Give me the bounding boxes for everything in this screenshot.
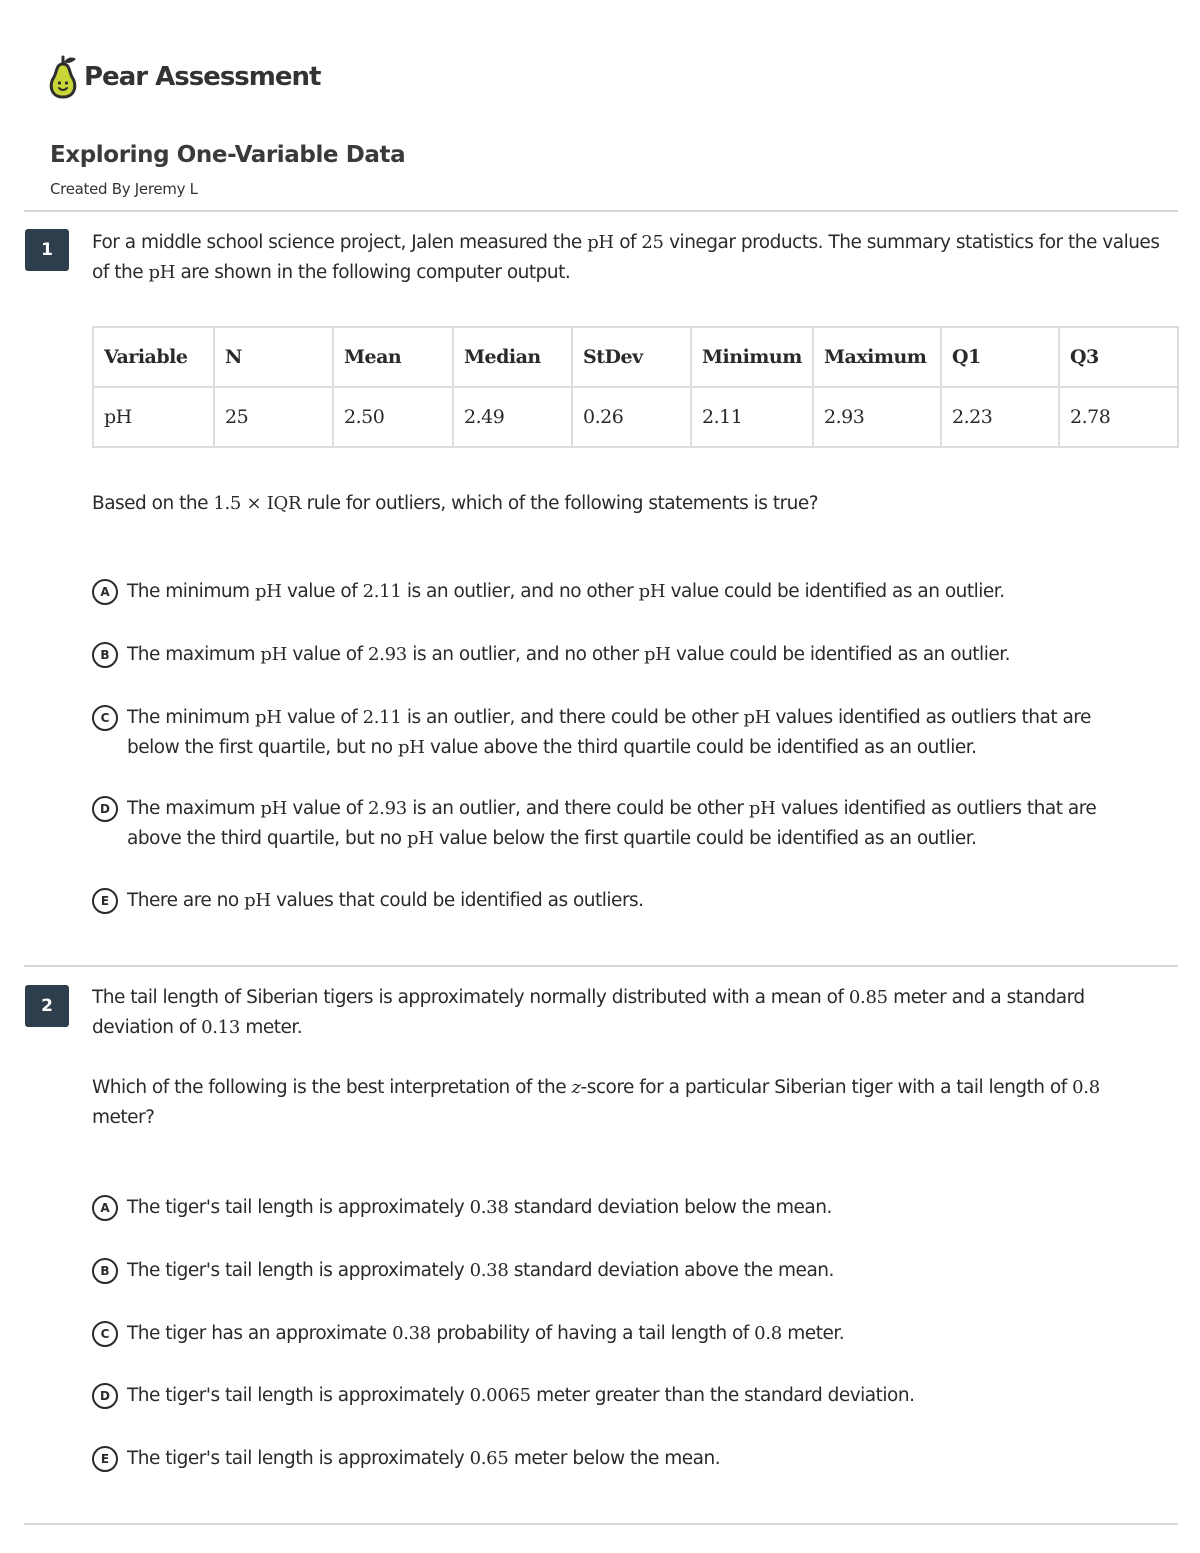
math-expression: pH bbox=[148, 262, 176, 283]
table-header-cell: N bbox=[214, 327, 333, 387]
choice-text bbox=[127, 577, 1127, 607]
text-run: The minimum bbox=[127, 581, 255, 602]
answer-choice-b[interactable] bbox=[92, 640, 1172, 670]
answer-choice-b[interactable] bbox=[92, 1256, 1172, 1286]
math-expression: 2.11 bbox=[362, 707, 402, 728]
pear-logo-icon bbox=[46, 54, 80, 100]
text-run: The maximum bbox=[127, 798, 261, 819]
math-expression: 0.65 bbox=[469, 1448, 509, 1469]
math-expression: pH bbox=[397, 737, 425, 758]
table-cell: 2.11 bbox=[691, 387, 813, 447]
text-run: The minimum bbox=[127, 707, 255, 728]
math-expression: 25 bbox=[641, 232, 664, 253]
text-run: are shown in the following computer output. bbox=[175, 262, 571, 283]
table-header-cell: Minimum bbox=[691, 327, 813, 387]
text-run: value could be identified as an outlier. bbox=[665, 581, 1005, 602]
text-run: meter below the mean. bbox=[508, 1448, 721, 1469]
math-expression: pH bbox=[748, 798, 776, 819]
choice-letter-badge: D bbox=[92, 1383, 118, 1409]
text-run: value of bbox=[287, 644, 369, 665]
brand-logo bbox=[46, 54, 320, 100]
math-expression: pH bbox=[260, 798, 288, 819]
divider bbox=[24, 1523, 1178, 1525]
text-run: The tiger has an approximate bbox=[127, 1323, 393, 1344]
text-run: values that could be identified as outliers. bbox=[270, 890, 644, 911]
text-run: There are no bbox=[127, 890, 245, 911]
table-header-cell: Maximum bbox=[813, 327, 941, 387]
text-run: vinegar products. The summary statistics for the values of the bbox=[92, 232, 1160, 283]
table-cell: 2.23 bbox=[941, 387, 1059, 447]
math-expression: 0.85 bbox=[848, 987, 888, 1008]
math-expression: 0.13 bbox=[201, 1017, 240, 1038]
choice-text bbox=[127, 1193, 1127, 1223]
math-expression: 2.93 bbox=[368, 798, 407, 819]
text-run: meter? bbox=[92, 1107, 155, 1128]
choice-text bbox=[127, 640, 1127, 670]
answer-choice-c[interactable] bbox=[92, 703, 1172, 763]
table-header-cell: Mean bbox=[333, 327, 453, 387]
choice-letter-badge: A bbox=[92, 1195, 118, 1221]
choice-text bbox=[127, 1319, 1127, 1349]
table-cell: 2.78 bbox=[1059, 387, 1178, 447]
text-run: is an outlier, and there could be other bbox=[406, 798, 749, 819]
question-stem bbox=[92, 983, 1167, 1043]
table-cell: 2.49 bbox=[453, 387, 572, 447]
choice-letter-badge: E bbox=[92, 888, 118, 914]
choice-text bbox=[127, 886, 1127, 916]
text-run: rule for outliers, which of the following statements is true? bbox=[301, 493, 819, 514]
text-run: standard deviation above the mean. bbox=[508, 1260, 834, 1281]
math-expression: 0.8 bbox=[1072, 1077, 1100, 1098]
table-header-cell: StDev bbox=[572, 327, 691, 387]
math-expression: pH bbox=[254, 707, 282, 728]
math-expression: 0.38 bbox=[469, 1260, 509, 1281]
text-run: of bbox=[613, 232, 642, 253]
answer-choice-a[interactable] bbox=[92, 1193, 1172, 1223]
text-run: value could be identified as an outlier. bbox=[670, 644, 1011, 665]
math-expression: 0.38 bbox=[469, 1197, 509, 1218]
table-cell: 2.50 bbox=[333, 387, 453, 447]
answer-choice-d[interactable] bbox=[92, 794, 1172, 854]
table-header-cell: Q3 bbox=[1059, 327, 1178, 387]
math-expression: pH bbox=[260, 644, 288, 665]
math-expression: pH bbox=[407, 828, 434, 849]
table-header-cell: Variable bbox=[93, 327, 214, 387]
divider bbox=[24, 965, 1178, 967]
text-run: value of bbox=[287, 798, 369, 819]
table-header-cell: Median bbox=[453, 327, 572, 387]
choice-text bbox=[127, 1381, 1127, 1411]
text-run: The tiger's tail length is approximately bbox=[127, 1385, 470, 1406]
text-run: is an outlier, and no other bbox=[401, 581, 639, 602]
question-number-badge: 2 bbox=[25, 985, 69, 1027]
choice-letter-badge: C bbox=[92, 705, 118, 731]
text-run: value above the third quartile could be identified as an outlier. bbox=[424, 737, 977, 758]
math-variable: z bbox=[571, 1077, 581, 1098]
math-expression: pH bbox=[587, 232, 614, 253]
text-run: meter and a standard deviation of bbox=[92, 987, 1085, 1038]
math-expression: pH bbox=[743, 707, 771, 728]
table-row bbox=[93, 387, 1178, 447]
text-run: probability of having a tail length of bbox=[430, 1323, 755, 1344]
text-run: value of bbox=[281, 581, 363, 602]
math-expression: 0.38 bbox=[392, 1323, 431, 1344]
text-run: Based on the bbox=[92, 493, 214, 514]
text-run: For a middle school science project, Jalen measured the bbox=[92, 232, 588, 253]
choice-text bbox=[127, 703, 1127, 763]
math-expression: 0.0065 bbox=[469, 1385, 531, 1406]
choice-letter-badge: B bbox=[92, 1258, 118, 1284]
text-run: The tiger's tail length is approximately bbox=[127, 1260, 470, 1281]
answer-choice-e[interactable] bbox=[92, 886, 1172, 916]
text-run: standard deviation below the mean. bbox=[508, 1197, 832, 1218]
answer-choice-e[interactable] bbox=[92, 1444, 1172, 1474]
math-expression: pH bbox=[254, 581, 282, 602]
text-run: value of bbox=[281, 707, 363, 728]
choice-text bbox=[127, 1256, 1127, 1286]
author-line: Created By Jeremy L bbox=[50, 180, 198, 198]
text-run: is an outlier, and no other bbox=[406, 644, 645, 665]
divider bbox=[24, 210, 1178, 212]
math-expression: pH bbox=[644, 644, 671, 665]
table-header-row bbox=[93, 327, 1178, 387]
choice-text bbox=[127, 1444, 1127, 1474]
text-run: meter. bbox=[239, 1017, 303, 1038]
text-run: The maximum bbox=[127, 644, 261, 665]
choice-letter-badge: D bbox=[92, 796, 118, 822]
table-cell: 2.93 bbox=[813, 387, 941, 447]
answer-choice-c[interactable] bbox=[92, 1319, 1172, 1349]
text-run: Which of the following is the best interpretation of the bbox=[92, 1077, 572, 1098]
table-cell: pH bbox=[93, 387, 214, 447]
text-run: values identified as outliers that are above the third quartile, but no bbox=[127, 798, 1097, 849]
choice-letter-badge: B bbox=[92, 642, 118, 668]
choice-letter-badge: C bbox=[92, 1321, 118, 1347]
text-run: The tiger's tail length is approximately bbox=[127, 1448, 470, 1469]
question-number-badge: 1 bbox=[25, 229, 69, 271]
table-header-cell: Q1 bbox=[941, 327, 1059, 387]
table-cell: 0.26 bbox=[572, 387, 691, 447]
math-expression: 0.8 bbox=[754, 1323, 782, 1344]
math-expression: 2.11 bbox=[362, 581, 402, 602]
summary-statistics-table bbox=[92, 326, 1179, 448]
text-run: is an outlier, and there could be other bbox=[401, 707, 744, 728]
text-run: values identified as outliers that are below the first quartile, but no bbox=[127, 707, 1091, 758]
choice-text bbox=[127, 794, 1127, 854]
answer-choice-a[interactable] bbox=[92, 577, 1172, 607]
question-prompt bbox=[92, 1073, 1167, 1133]
math-expression: 1.5 × IQR bbox=[213, 493, 302, 514]
text-run: The tiger's tail length is approximately bbox=[127, 1197, 470, 1218]
choice-letter-badge: A bbox=[92, 579, 118, 605]
brand-name: Pear Assessment bbox=[84, 62, 321, 92]
text-run: The tail length of Siberian tigers is approximately normally distributed with a mean of bbox=[92, 987, 849, 1008]
question-prompt bbox=[92, 489, 1167, 519]
text-run: -score for a particular Siberian tiger with a tail length of bbox=[580, 1077, 1073, 1098]
page-title: Exploring One-Variable Data bbox=[50, 142, 406, 168]
math-expression: pH bbox=[638, 581, 666, 602]
table-cell: 25 bbox=[214, 387, 333, 447]
text-run: meter. bbox=[781, 1323, 845, 1344]
math-expression: 2.93 bbox=[368, 644, 407, 665]
answer-choice-d[interactable] bbox=[92, 1381, 1172, 1411]
question-stem bbox=[92, 228, 1167, 288]
math-expression: pH bbox=[244, 890, 271, 911]
choice-letter-badge: E bbox=[92, 1446, 118, 1472]
text-run: meter greater than the standard deviation. bbox=[530, 1385, 915, 1406]
text-run: value below the first quartile could be identified as an outlier. bbox=[433, 828, 977, 849]
